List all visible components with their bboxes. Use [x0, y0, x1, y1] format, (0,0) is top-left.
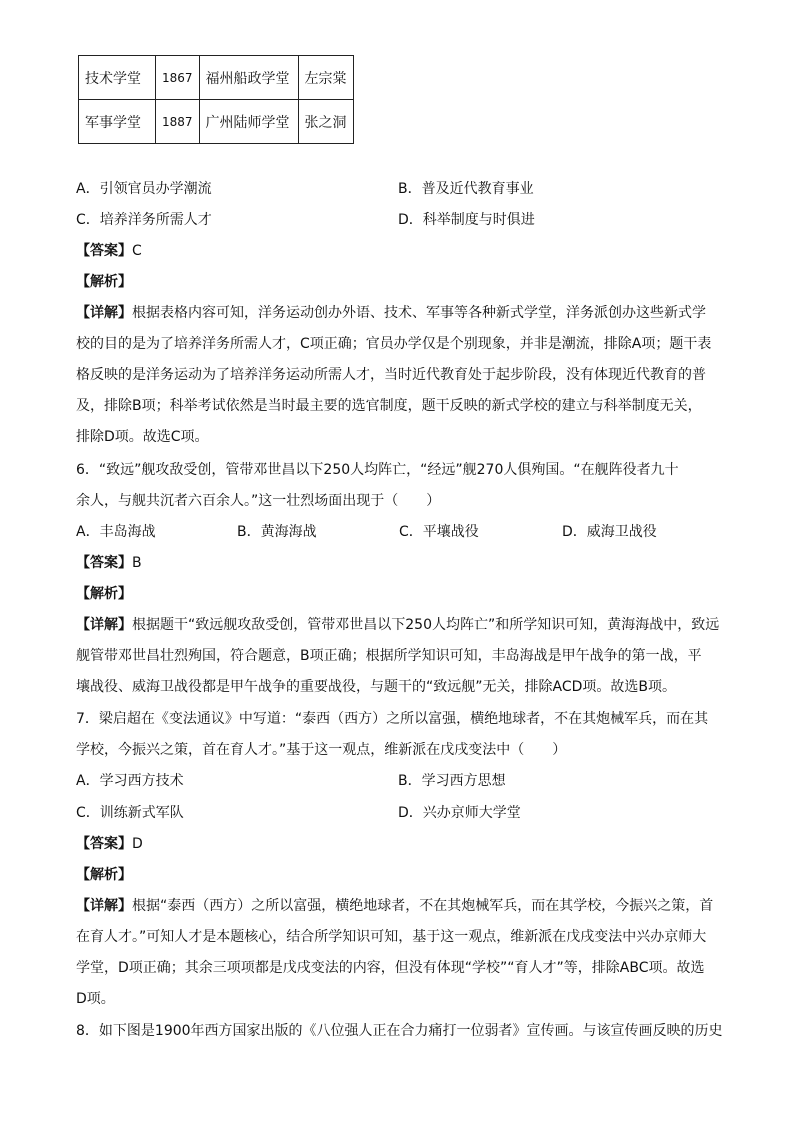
- detail-line: 学堂，D项正确；其余三项项都是戊戌变法的内容，但没有体现“学校”“育人才”等，排除ABC项。故选: [76, 960, 705, 976]
- detail-line: 舰管带邓世昌壮烈殉国，符合题意，B项正确；根据所学知识可知，丰岛海战是甲午战争的第一战，平: [76, 648, 702, 664]
- option-a: A．学习西方技术: [76, 773, 184, 789]
- answer-value: D: [132, 836, 143, 852]
- answer-label: 【答案】: [76, 555, 132, 571]
- detail-line: 壤战役、威海卫战役都是甲午战争的重要战役，与题干的“致远舰”无关，排除ACD项。故选B项。: [76, 679, 676, 695]
- table-cell: 1867: [156, 56, 200, 100]
- detail-text: 根据表格内容可知，洋务运动创办外语、技术、军事等各种新式学堂，洋务派创办这些新式学: [132, 305, 706, 321]
- detail-line: [76, 615, 719, 635]
- detail-label: 【详解】: [76, 305, 132, 321]
- option-a: A．丰岛海战: [76, 524, 156, 540]
- analysis-label: 【解析】: [76, 274, 132, 290]
- option-d: D．科举制度与时俱进: [398, 212, 535, 228]
- detail-line: 校的目的是为了培养洋务所需人才，C项正确；官员办学仅是个别现象，并非是潮流，排除A项；题干表: [76, 336, 712, 352]
- answer-value: B: [132, 555, 142, 571]
- answer-line: [76, 834, 143, 854]
- question-stem: 余人，与舰共沉者六百余人。”这一壮烈场面出现于（ ）: [76, 493, 441, 509]
- answer-line: [76, 553, 142, 573]
- detail-line: [76, 303, 706, 323]
- table-cell: 福州船政学堂: [199, 56, 298, 100]
- option-d: D．兴办京师大学堂: [398, 805, 521, 821]
- question-stem: 7．梁启超在《变法通议》中写道：“泰西（西方）之所以富强，横绝地球者，不在其炮械军兵，而在其: [76, 711, 709, 727]
- option-b: B．普及近代教育事业: [398, 181, 534, 197]
- school-table: [78, 55, 354, 144]
- detail-text: 根据题干“致远舰攻敌受创，管带邓世昌以下250人均阵亡”和所学知识可知，黄海海战中，致远: [132, 617, 720, 633]
- question-stem: 8．如下图是1900年西方国家出版的《八位强人正在合力痛打一位弱者》宣传画。与该宣传画反映的历史: [76, 1023, 723, 1039]
- detail-line: 格反映的是洋务运动为了培养洋务运动所需人才，当时近代教育处于起步阶段，没有体现近代教育的普: [76, 367, 706, 383]
- table-cell: 军事学堂: [79, 100, 156, 144]
- answer-line: [76, 241, 142, 261]
- question-stem: 6．“致远”舰攻敌受创，管带邓世昌以下250人均阵亡，“经远”舰270人俱殉国。“在舰阵役者九十: [76, 462, 679, 478]
- table-cell: 左宗棠: [298, 56, 353, 100]
- table-cell: 张之洞: [298, 100, 353, 144]
- option-c: C．平壤战役: [399, 524, 479, 540]
- option-d: D．威海卫战役: [562, 524, 657, 540]
- table-row: [79, 56, 354, 100]
- detail-line: D项。: [76, 991, 115, 1007]
- answer-value: C: [132, 243, 142, 259]
- detail-label: 【详解】: [76, 617, 132, 633]
- table-cell: 广州陆师学堂: [199, 100, 298, 144]
- analysis-label: 【解析】: [76, 867, 132, 883]
- answer-label: 【答案】: [76, 836, 132, 852]
- answer-label: 【答案】: [76, 243, 132, 259]
- option-b: B．学习西方思想: [398, 773, 506, 789]
- analysis-label: 【解析】: [76, 586, 132, 602]
- detail-label: 【详解】: [76, 898, 132, 914]
- option-b: B．黄海海战: [237, 524, 317, 540]
- detail-line: 在育人才。”可知人才是本题核心，结合所学知识可知，基于这一观点，维新派在戊戌变法中兴办京师大: [76, 929, 707, 945]
- detail-line: 排除D项。故选C项。: [76, 429, 209, 445]
- option-c: C．训练新式军队: [76, 805, 184, 821]
- table-row: [79, 100, 354, 144]
- option-c: C．培养洋务所需人才: [76, 212, 212, 228]
- detail-line: 及，排除B项；科举考试依然是当时最主要的选官制度，题干反映的新式学校的建立与科举制度无关，: [76, 398, 702, 414]
- question-stem: 学校，今振兴之策，首在育人才。”基于这一观点，维新派在戊戌变法中（ ）: [76, 742, 567, 758]
- table-cell: 技术学堂: [79, 56, 156, 100]
- option-a: A．引领官员办学潮流: [76, 181, 212, 197]
- detail-line: [76, 896, 713, 916]
- table-cell: 1887: [156, 100, 200, 144]
- detail-text: 根据“泰西（西方）之所以富强，横绝地球者，不在其炮械军兵，而在其学校，今振兴之策，首: [132, 898, 714, 914]
